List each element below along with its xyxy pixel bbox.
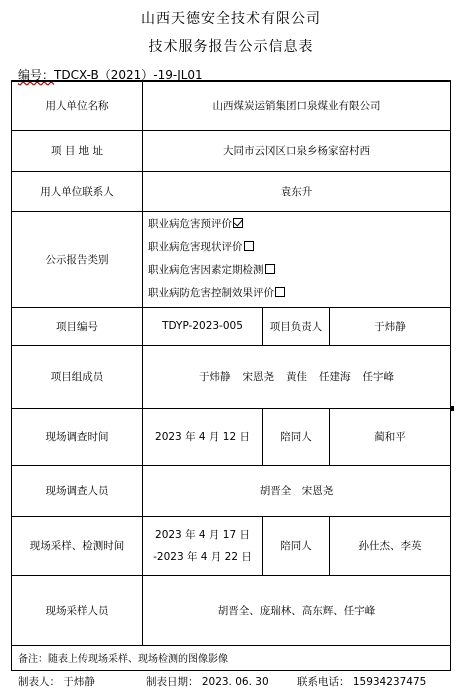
checkbox-unchecked-icon bbox=[275, 287, 285, 297]
project-no-label: 项目编号 bbox=[12, 307, 143, 345]
row-contact bbox=[12, 171, 451, 211]
row-project-no bbox=[12, 307, 451, 345]
row-samplers bbox=[12, 575, 451, 645]
row-note bbox=[12, 645, 451, 670]
row-address bbox=[12, 130, 451, 171]
sampling-accompany-label: 陪同人 bbox=[263, 516, 330, 575]
category-option bbox=[148, 259, 448, 282]
category-option bbox=[148, 236, 448, 259]
checkbox-checked-icon bbox=[233, 218, 243, 228]
survey-time-label: 现场调查时间 bbox=[12, 408, 143, 465]
category-options bbox=[143, 211, 451, 307]
sampling-accompany-value: 孙仕杰、李英 bbox=[330, 516, 451, 575]
row-surveyors bbox=[12, 465, 451, 516]
note-text: 备注：随表上传现场采样、现场检测的图像影像 bbox=[12, 645, 451, 670]
members-value bbox=[143, 345, 451, 408]
samplers-label: 现场采样人员 bbox=[12, 575, 143, 645]
category-option-label: 职业病危害因素定期检测 bbox=[148, 264, 264, 276]
row-report-category bbox=[12, 211, 451, 307]
info-table bbox=[11, 80, 451, 671]
survey-accompany-label: 陪同人 bbox=[263, 408, 330, 465]
member-name: 宋恩尧 bbox=[242, 371, 275, 383]
address-value: 大同市云冈区口泉乡杨家窑村西 bbox=[143, 130, 451, 171]
category-option-label: 职业病危害现状评价 bbox=[148, 241, 243, 253]
checkbox-unchecked-icon bbox=[265, 264, 275, 274]
members-label: 项目组成员 bbox=[12, 345, 143, 408]
member-name: 任宇峰 bbox=[362, 371, 395, 383]
surveyors-label: 现场调查人员 bbox=[12, 465, 143, 516]
surveyors-value: 胡晋全 宋恩尧 bbox=[143, 465, 451, 516]
member-name: 任建海 bbox=[319, 371, 351, 383]
project-lead-value: 于炜静 bbox=[330, 307, 451, 345]
row-survey-time bbox=[12, 408, 451, 465]
form-title: 技术服务报告公示信息表 bbox=[148, 39, 314, 55]
project-no-value: TDYP-2023-005 bbox=[143, 307, 263, 345]
employer-label: 用人单位名称 bbox=[12, 81, 143, 130]
row-members bbox=[12, 345, 451, 408]
footer bbox=[0, 674, 462, 692]
category-option-label: 职业病防危害控制效果评价 bbox=[148, 287, 274, 299]
checkbox-unchecked-icon bbox=[244, 241, 254, 251]
contact-label: 用人单位联系人 bbox=[12, 171, 143, 211]
survey-accompany-value: 蔺和平 bbox=[330, 408, 451, 465]
sampling-time-end: -2023 年 4 月 22 日 bbox=[153, 550, 252, 563]
address-label: 项 目 地 址 bbox=[12, 130, 143, 171]
project-lead-label: 项目负责人 bbox=[263, 307, 330, 345]
table-resize-handle bbox=[451, 406, 454, 411]
footer-maker: 制表人： 于炜静 bbox=[18, 676, 95, 688]
member-name: 黄佳 bbox=[286, 371, 308, 383]
sampling-time-start: 2023 年 4 月 17 日 bbox=[155, 528, 250, 541]
category-option bbox=[148, 213, 448, 236]
sampling-time-label: 现场采样、检测时间 bbox=[12, 516, 143, 575]
footer-date: 制表日期： 2023. 06. 30 bbox=[146, 676, 269, 688]
category-label: 公示报告类别 bbox=[12, 211, 143, 307]
samplers-value: 胡晋全、庞瑞林、高东辉、任宇峰 bbox=[143, 575, 451, 645]
survey-time-value: 2023 年 4 月 12 日 bbox=[143, 408, 263, 465]
category-option-label: 职业病危害预评价 bbox=[148, 218, 232, 230]
category-option bbox=[148, 282, 448, 305]
document-number-label: 编号： bbox=[18, 68, 55, 82]
company-title: 山西天德安全技术有限公司 bbox=[141, 11, 321, 27]
document-number-value: TDCX-B（2021）-19-JL01 bbox=[54, 68, 203, 82]
footer-phone: 联系电话： 15934237475 bbox=[297, 676, 427, 688]
sampling-time-value bbox=[143, 516, 263, 575]
contact-value: 袁东升 bbox=[143, 171, 451, 211]
member-name: 于炜静 bbox=[199, 371, 231, 383]
row-employer bbox=[12, 81, 451, 130]
employer-value: 山西煤炭运销集团口泉煤业有限公司 bbox=[143, 81, 451, 130]
row-sampling-time bbox=[12, 516, 451, 575]
